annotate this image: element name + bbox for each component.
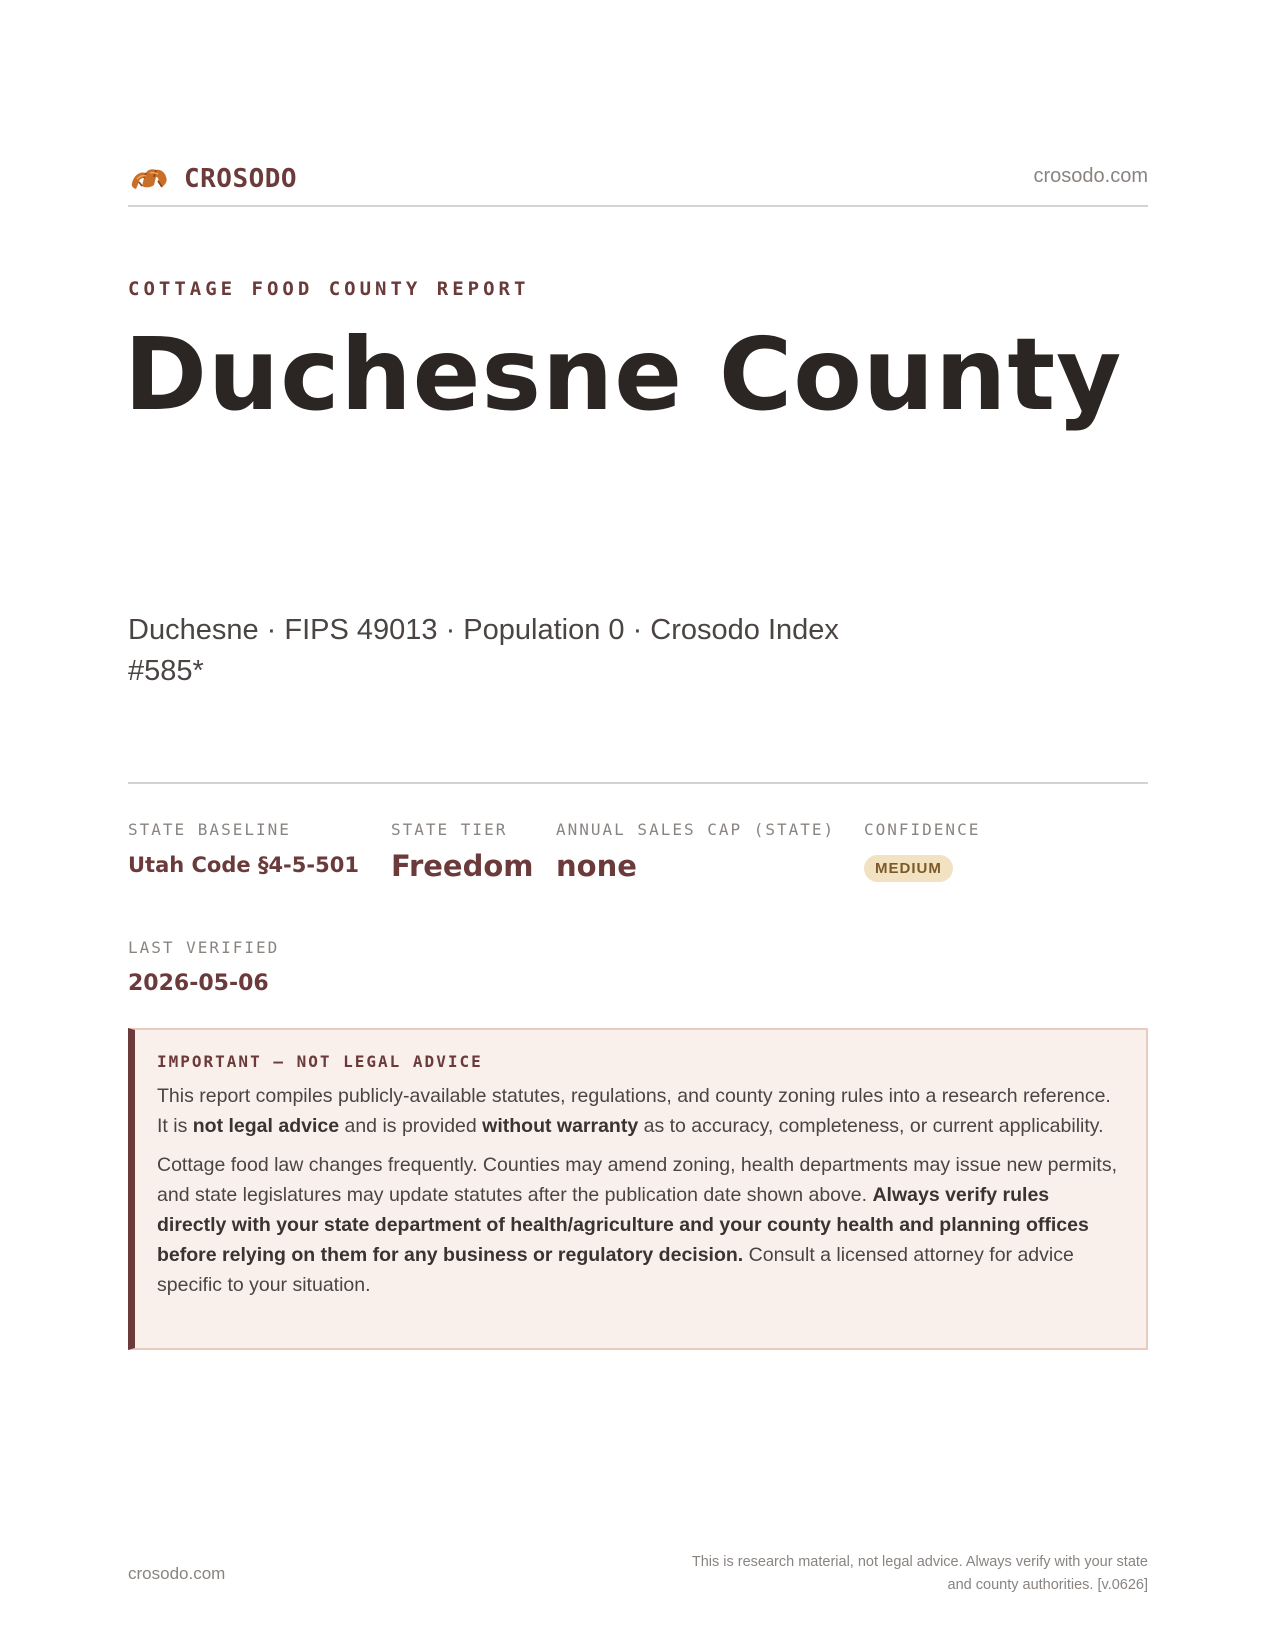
legal-notice-box (128, 1028, 1148, 1350)
page-header (128, 157, 1148, 207)
stat-state-tier (391, 820, 534, 883)
notice-text: Cottage food law changes frequently. Counties may amend zoning, health departments may issue new permits, and state legislatures may update statutes after the publication date shown above. (157, 1154, 1117, 1206)
notice-paragraph (157, 1081, 1122, 1141)
footer-disclaimer-line: and county authorities. [v.0626] (947, 1577, 1148, 1593)
stat-value: 2026-05-06 (128, 971, 269, 996)
report-page (124, 0, 1148, 1650)
stat-value: Freedom (391, 849, 534, 883)
page-title: Duchesne County (124, 316, 1123, 433)
notice-emphasis: without warranty (482, 1115, 639, 1137)
stat-value: Utah Code §4-5-501 (128, 853, 359, 877)
footer-site-link[interactable]: crosodo.com (128, 1564, 226, 1583)
notice-text: and is provided (339, 1115, 483, 1137)
stat-state-baseline (128, 820, 359, 877)
notice-heading: IMPORTANT — NOT LEGAL ADVICE (157, 1052, 483, 1071)
notice-emphasis: Always verify rules directly with your state department of health/agriculture and your county health and planning offices before relying on them for any business or regulatory decision. (157, 1184, 1089, 1266)
notice-emphasis: not legal advice (192, 1115, 340, 1137)
county-subtitle: Duchesne · FIPS 49013 · Population 0 · Crosodo Index #585* (128, 614, 839, 687)
stat-value: none (556, 849, 637, 883)
stat-label: LAST VERIFIED (128, 938, 280, 957)
notice-text: This report compiles publicly-available statutes, regulations, and county zoning rules into a research reference. It is (157, 1085, 1111, 1137)
brand-name: CROSODO (184, 164, 298, 194)
croissant-icon (128, 161, 170, 197)
notice-text: Consult a licensed attorney for advice specific to your situation. (157, 1244, 1074, 1296)
stat-annual-sales-cap (556, 820, 835, 883)
footer-disclaimer (628, 1551, 1148, 1597)
stat-label: CONFIDENCE (864, 820, 981, 839)
report-eyebrow: COTTAGE FOOD COUNTY REPORT (128, 278, 530, 300)
confidence-badge: MEDIUM (864, 855, 953, 882)
section-divider (128, 782, 1148, 784)
notice-paragraph (157, 1150, 1122, 1300)
stat-label: ANNUAL SALES CAP (STATE) (556, 820, 836, 839)
stat-confidence (864, 820, 980, 882)
stat-last-verified (128, 938, 279, 996)
stat-label: STATE BASELINE (128, 820, 291, 839)
brand[interactable] (128, 161, 297, 197)
footer-disclaimer-line: This is research material, not legal advice. Always verify with your state (691, 1554, 1148, 1570)
notice-text: as to accuracy, completeness, or current applicability. (638, 1115, 1104, 1137)
stat-label: STATE TIER (391, 820, 508, 839)
site-url-link[interactable]: crosodo.com (1033, 165, 1148, 187)
